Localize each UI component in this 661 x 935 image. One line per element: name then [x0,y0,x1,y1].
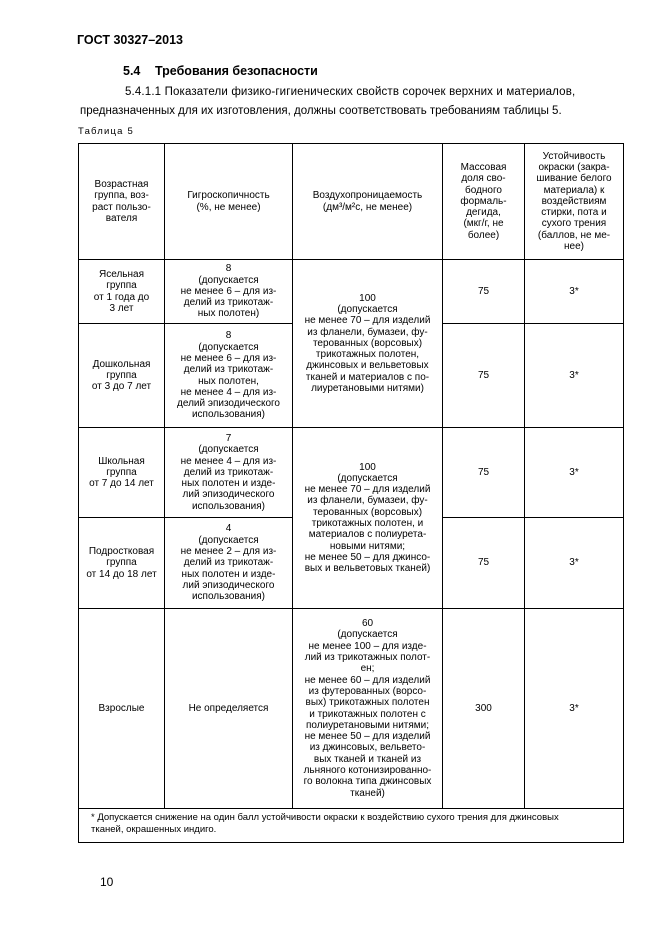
text-line: * Допускается снижение на один балл устойчивости окраски к воздействию сухого трения для джинсовых [91,812,559,823]
text-line: из джинсовых, вельвето- [309,742,426,754]
paragraph-line-1: 5.4.1.1 Показатели физико-гигиенических свойств сорочек верхних и материалов, [125,86,576,98]
text-line: 7 [225,432,232,444]
text-line: Воздухопроницаемость [312,190,423,202]
text-line: трикотажных полотен, [315,349,420,361]
text-line: вых) трикотажных полотен [305,697,430,709]
text-line: тканей и материалов с по- [305,371,430,383]
text-line: (мкг/г, не [463,218,504,230]
text-line: Взрослые [98,702,145,714]
text-line: делий эпизодического [177,398,280,410]
text-line: новыми нитями; [329,540,406,552]
page-number: 10 [100,875,114,889]
text-line: доля сво- [461,173,506,185]
text-line: терованных (ворсовых) [312,506,423,518]
text-line: 8 [225,263,232,275]
text-line: использования) [191,591,266,603]
text-line: Дошкольная [92,358,151,370]
text-line: не менее 100 – для изде- [308,640,427,652]
text-line: не менее 6 – для из- [180,285,277,297]
text-line: не менее 70 – для изделий [304,484,431,496]
text-line: (допускается [198,341,259,353]
color-fastness-cell: 3* [525,609,624,809]
text-line: не менее 50 – для джинсо- [304,551,431,563]
text-line: группа [106,466,137,478]
text-line: (допускается [337,472,398,484]
text-line: вых тканей и тканей из [313,753,422,765]
header-color-fastness [525,144,624,260]
text-line: и трикотажных полотен с [309,708,426,720]
text-line: не менее 4 – для из- [180,455,277,467]
text-line: 3 лет [109,302,134,314]
text-line: делий из трикотаж- [183,297,274,309]
paragraph-line-2: предназначенных для их изготовления, должны соответствовать требованиям таблицы 5. [80,105,562,117]
color-fastness-cell: 3* [525,428,624,518]
safety-requirements-table [78,143,624,843]
text-line: более) [467,229,500,241]
text-line: окраски (закра- [538,161,610,173]
text-line: трикотажных полотен, и [311,518,424,529]
text-line: ных полотен и изде- [181,478,276,490]
table-row [79,609,624,809]
text-line: нее) [564,241,584,253]
text-line: Ясельная [99,268,144,280]
text-line: формаль- [460,195,507,207]
text-line: не менее 2 – для из- [180,546,277,558]
text-line: Школьная [98,455,145,467]
section-number: 5.4 [123,64,141,78]
text-line: от 1 года до [93,291,150,303]
table-footnote-row [79,809,624,843]
hygroscopicity-cell [165,260,293,324]
text-line: ных полотен) [197,308,260,320]
hygroscopicity-cell [165,609,293,809]
text-line: делий из трикотаж- [183,557,274,569]
air-permeability-cell [293,609,443,809]
text-line: (допускается [198,274,259,286]
age-group-cell [79,260,165,324]
text-line: ных полотен и изде- [181,568,276,580]
text-line: льняного котонизированно- [303,764,432,776]
header-formaldehyde [443,144,525,260]
text-line: от 14 до 18 лет [86,568,157,580]
document-header: ГОСТ 30327–2013 [77,33,183,47]
age-group-cell [79,324,165,428]
text-line: группа [106,557,137,569]
text-line: го волокна типа джинсовых [303,776,432,788]
formaldehyde-cell: 300 [443,609,525,809]
text-line: лий эпизодического [182,579,275,591]
table-caption: Таблица 5 [78,126,134,137]
text-line: Устойчивость [542,150,606,162]
text-line: (допускается [198,444,259,456]
text-line: 100 [359,292,376,304]
text-line: материала) к [543,184,605,196]
text-line: ен; [360,663,375,675]
color-fastness-cell: 3* [525,324,624,428]
air-permeability-cell [293,428,443,609]
text-line: использования) [191,409,266,421]
text-line: Массовая [460,161,507,173]
text-line: не менее 60 – для изделий [304,674,431,686]
text-line: стирки, пота и [541,207,607,219]
text-line: сухого трения [541,218,607,230]
hygroscopicity-cell [165,518,293,609]
text-line: (дм³/м²с, не менее) [322,201,413,213]
text-line: шивание белого [536,173,612,185]
text-line: делий из трикотаж- [183,364,274,376]
text-line: тканей) [350,787,385,799]
text-line: от 3 до 7 лет [91,381,152,393]
text-line: Возрастная [94,178,149,190]
text-line: вателя [105,212,138,224]
formaldehyde-cell: 75 [443,260,525,324]
text-line: (допускается [337,629,398,641]
text-line: из фланели, бумазеи, фу- [307,326,428,338]
text-line: 100 [359,461,376,473]
text-line: (допускается [337,303,398,315]
hygroscopicity-cell [165,324,293,428]
age-group-cell [79,518,165,609]
hygroscopicity-cell [165,428,293,518]
air-permeability-cell [293,260,443,428]
text-line: группа [106,369,137,381]
text-line: группа, воз- [94,190,149,202]
text-line: из футерованных (ворсо- [308,685,427,697]
formaldehyde-cell: 75 [443,324,525,428]
text-line: раст пользо- [92,201,151,213]
text-line: воздействиям [541,195,607,207]
text-line: делий из трикотаж- [183,466,274,478]
text-line: дегида, [466,207,501,219]
age-group-cell [79,428,165,518]
formaldehyde-cell: 75 [443,428,525,518]
text-line: группа [106,280,137,292]
text-line: (%, не менее) [196,201,261,213]
text-line: Гигроскопичность [187,190,270,202]
text-line: терованных (ворсовых) [312,337,423,349]
table-row [79,428,624,518]
text-line: джинсовых и вельветовых [306,360,429,372]
text-line: бодного [465,184,502,196]
text-line: (баллов, не ме- [537,229,611,241]
table-row [79,260,624,324]
section-title: Требования безопасности [155,64,318,78]
header-age-group [79,144,165,260]
age-group-cell [79,609,165,809]
text-line: лиуретановыми нитями) [311,383,424,395]
table-header-row [79,144,624,260]
text-line: 60 [361,618,374,630]
text-line: 8 [225,330,232,342]
text-line: из фланели, бумазеи, фу- [307,495,428,507]
color-fastness-cell: 3* [525,260,624,324]
formaldehyde-cell: 75 [443,518,525,609]
section-heading [123,64,318,78]
header-air-permeability [293,144,443,260]
text-line: использования) [191,500,266,512]
text-line: тканей, окрашенных индиго. [91,823,217,835]
color-fastness-cell: 3* [525,518,624,609]
text-line: от 7 до 14 лет [89,478,154,490]
text-line: полиуретановыми нитями; [305,719,430,731]
text-line: не менее 6 – для из- [180,352,277,364]
text-line: Не определяется [188,702,269,714]
text-line: Подростковая [88,546,155,558]
text-line: ных полотен, [198,375,259,387]
text-line: материалов с полиурета- [308,529,427,541]
text-line: не менее 50 – для изделий [304,731,431,743]
text-line: не менее 70 – для изделий [304,315,431,327]
header-hygroscopicity [165,144,293,260]
text-line: лий из трикотажных полот- [304,652,431,664]
text-line: лий эпизодического [182,489,275,501]
table-footnote [79,809,624,843]
text-line: 4 [225,523,232,535]
text-line: (допускается [198,534,259,546]
text-line: не менее 4 – для из- [180,386,277,398]
text-line: вых и вельветовых тканей) [304,563,431,575]
